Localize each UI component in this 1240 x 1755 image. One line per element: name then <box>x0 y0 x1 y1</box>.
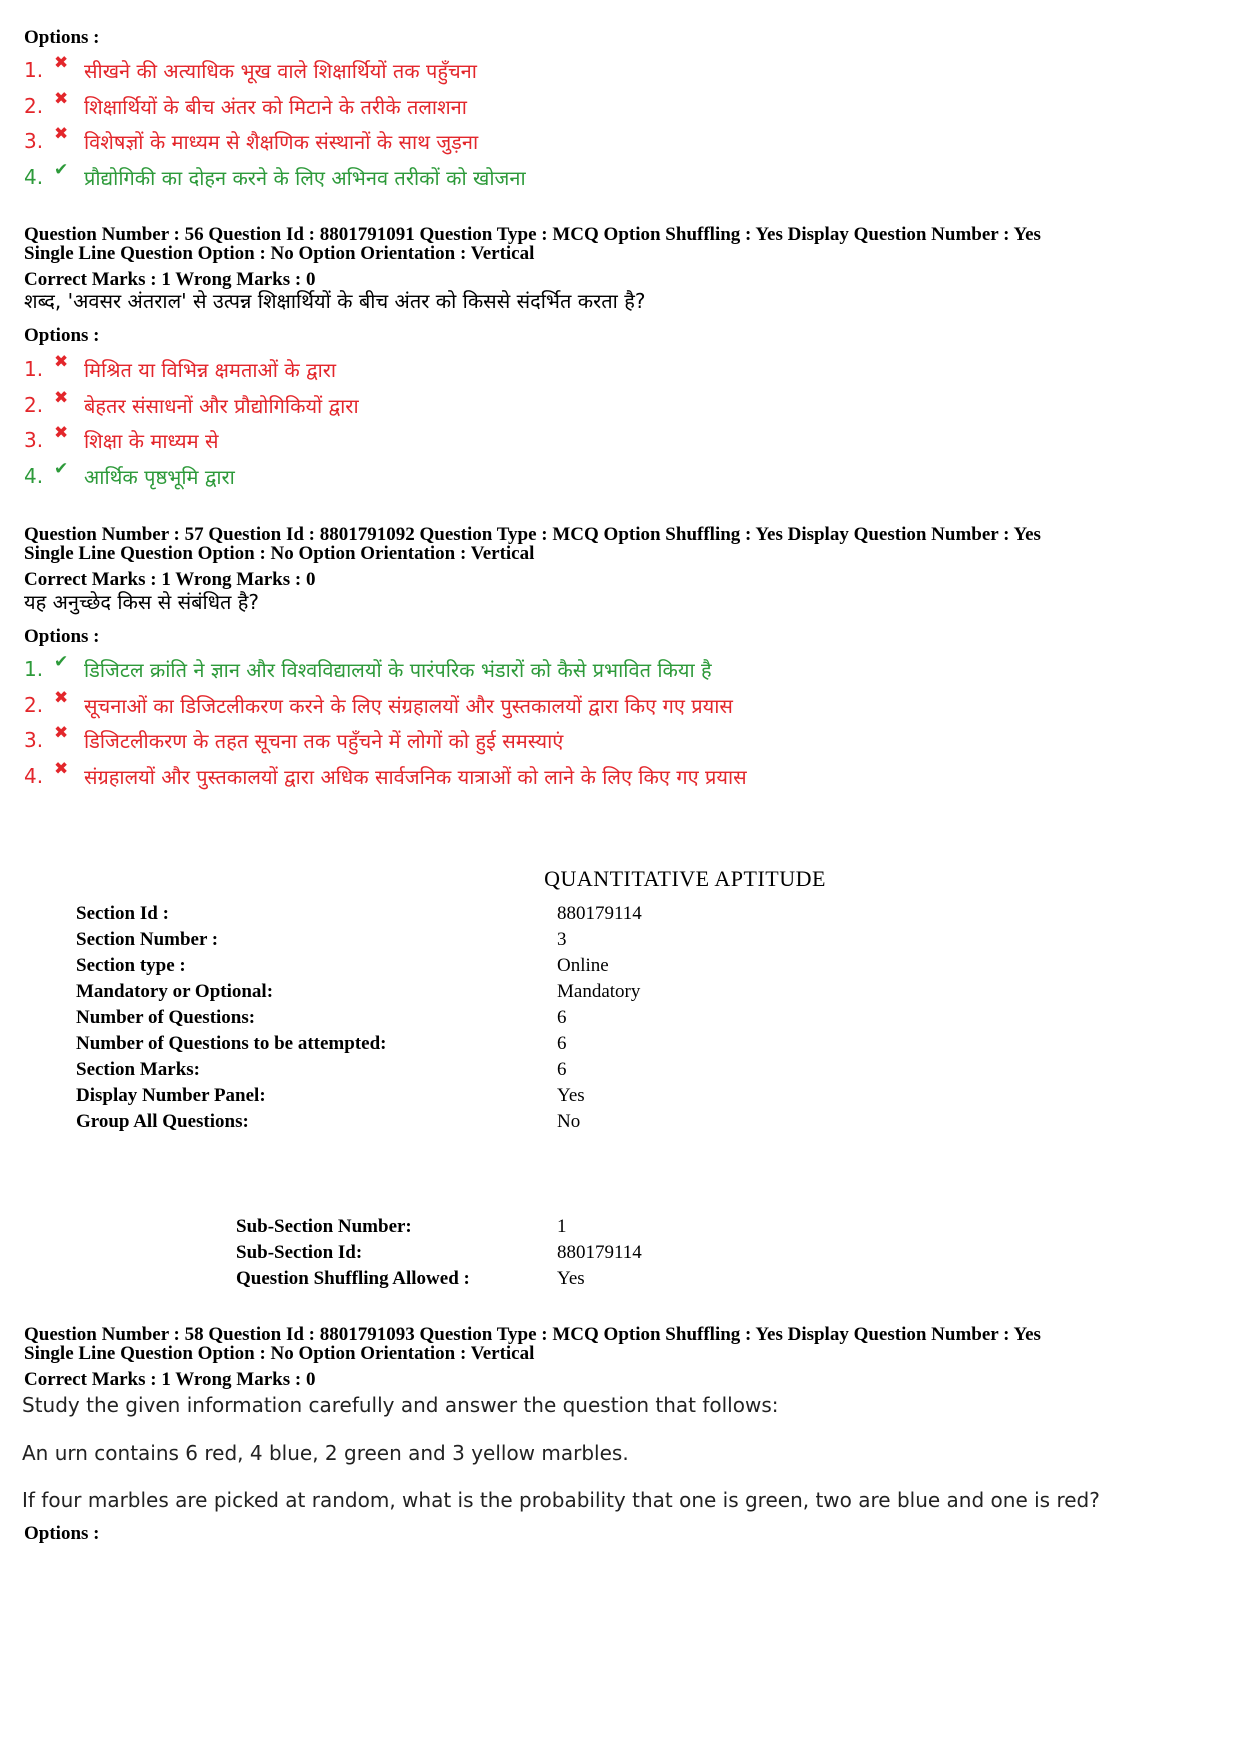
cross-icon: ✖ <box>54 89 69 109</box>
option-number: 4. <box>24 165 44 189</box>
option-text: संग्रहालयों और पुस्तकालयों द्वारा अधिक सार्वजनिक यात्राओं को लाने के लिए किए गए प्रयास <box>84 764 747 789</box>
question-meta-line: Question Number : 56 Question Id : 8801791091 Question Type : MCQ Option Shuffling : Yes Display Question Number : Yes <box>24 224 1041 245</box>
options-label: Options : <box>24 325 100 346</box>
option-text: मिश्रित या विभिन्न क्षमताओं के द्वारा <box>84 357 337 382</box>
section-value: Mandatory <box>557 981 641 1002</box>
check-icon: ✔ <box>54 652 69 672</box>
option-text: प्रौद्योगिकी का दोहन करने के लिए अभिनव तरीकों को खोजना <box>84 165 526 190</box>
option-item <box>24 423 218 457</box>
option-number: 2. <box>24 94 44 118</box>
option-number: 3. <box>24 129 44 153</box>
section-value: Online <box>557 955 609 976</box>
option-item <box>24 124 478 158</box>
subsection-key: Question Shuffling Allowed : <box>236 1268 470 1289</box>
check-icon: ✔ <box>54 459 69 479</box>
question-meta-line: Question Number : 57 Question Id : 8801791092 Question Type : MCQ Option Shuffling : Yes Display Question Number : Yes <box>24 524 1041 545</box>
option-item <box>24 759 747 793</box>
option-number: 2. <box>24 393 44 417</box>
question-marks: Correct Marks : 1 Wrong Marks : 0 <box>24 269 316 290</box>
cross-icon: ✖ <box>54 723 69 743</box>
option-number: 1. <box>24 657 44 681</box>
question-meta-line: Single Line Question Option : No Option Orientation : Vertical <box>24 243 535 264</box>
option-item <box>24 652 712 686</box>
question-stem-line: An urn contains 6 red, 4 blue, 2 green and 3 yellow marbles. <box>22 1441 629 1465</box>
option-number: 3. <box>24 428 44 452</box>
option-number: 4. <box>24 764 44 788</box>
cross-icon: ✖ <box>54 124 69 144</box>
option-text: शिक्षा के माध्यम से <box>84 428 219 453</box>
section-key: Section Number : <box>76 929 219 950</box>
option-number: 1. <box>24 357 44 381</box>
section-key: Section Marks: <box>76 1059 201 1080</box>
option-text: शिक्षार्थियों के बीच अंतर को मिटाने के तरीके तलाशना <box>84 94 467 119</box>
section-value: Yes <box>557 1085 585 1106</box>
option-item <box>24 388 359 422</box>
option-number: 2. <box>24 693 44 717</box>
section-key: Number of Questions to be attempted: <box>76 1033 387 1054</box>
options-label: Options : <box>24 27 100 48</box>
section-title: QUANTITATIVE APTITUDE <box>544 866 826 891</box>
cross-icon: ✖ <box>54 423 69 443</box>
question-meta-line: Single Line Question Option : No Option Orientation : Vertical <box>24 543 535 564</box>
subsection-key: Sub-Section Number: <box>236 1216 412 1237</box>
option-item <box>24 688 733 722</box>
section-key: Section Id : <box>76 903 169 924</box>
section-key: Display Number Panel: <box>76 1085 266 1106</box>
question-meta-line: Single Line Question Option : No Option Orientation : Vertical <box>24 1343 535 1364</box>
subsection-value: 1 <box>557 1216 567 1237</box>
question-stem: Study the given information carefully and answer the question that follows: <box>22 1393 779 1417</box>
section-key: Group All Questions: <box>76 1111 249 1132</box>
option-number: 4. <box>24 464 44 488</box>
section-key: Mandatory or Optional: <box>76 981 274 1002</box>
option-text: सीखने की अत्याधिक भूख वाले शिक्षार्थियों तक पहुँचना <box>84 58 477 83</box>
option-item <box>24 352 336 386</box>
option-text: विशेषज्ञों के माध्यम से शैक्षणिक संस्थानों के साथ जुड़ना <box>84 129 479 154</box>
section-key: Number of Questions: <box>76 1007 256 1028</box>
option-text: डिजिटलीकरण के तहत सूचना तक पहुँचने में लोगों को हुई समस्याएं <box>84 728 564 753</box>
section-value: 6 <box>557 1059 567 1080</box>
section-value: 3 <box>557 929 567 950</box>
option-item <box>24 89 467 123</box>
options-label: Options : <box>24 626 100 647</box>
question-marks: Correct Marks : 1 Wrong Marks : 0 <box>24 569 316 590</box>
section-value: 6 <box>557 1007 567 1028</box>
cross-icon: ✖ <box>54 388 69 408</box>
options-label: Options : <box>24 1523 100 1544</box>
option-number: 3. <box>24 728 44 752</box>
cross-icon: ✖ <box>54 688 69 708</box>
option-number: 1. <box>24 58 44 82</box>
option-item <box>24 53 477 87</box>
question-stem-line: If four marbles are picked at random, what is the probability that one is green, two are blue and one is red? <box>22 1488 1100 1512</box>
section-value: 880179114 <box>557 903 642 924</box>
check-icon: ✔ <box>54 160 69 180</box>
option-text: डिजिटल क्रांति ने ज्ञान और विश्वविद्यालयों के पारंपरिक भंडारों को कैसे प्रभावित किया है <box>84 657 712 682</box>
question-meta-line: Question Number : 58 Question Id : 8801791093 Question Type : MCQ Option Shuffling : Yes Display Question Number : Yes <box>24 1324 1041 1345</box>
option-text: बेहतर संसाधनों और प्रौद्योगिकियों द्वारा <box>84 393 359 418</box>
subsection-value: 880179114 <box>557 1242 642 1263</box>
option-item <box>24 459 235 493</box>
option-text: आर्थिक पृष्ठभूमि द्वारा <box>84 464 235 489</box>
cross-icon: ✖ <box>54 759 69 779</box>
option-text: सूचनाओं का डिजिटलीकरण करने के लिए संग्रहालयों और पुस्तकालयों द्वारा किए गए प्रयास <box>84 693 733 718</box>
cross-icon: ✖ <box>54 352 69 372</box>
option-item <box>24 723 563 757</box>
section-key: Section type : <box>76 955 186 976</box>
subsection-key: Sub-Section Id: <box>236 1242 363 1263</box>
question-stem: शब्द, 'अवसर अंतराल' से उत्पन्न शिक्षार्थियों के बीच अंतर को किससे संदर्भित करता है? <box>24 289 646 313</box>
section-value: No <box>557 1111 581 1132</box>
question-marks: Correct Marks : 1 Wrong Marks : 0 <box>24 1369 316 1390</box>
question-stem: यह अनुच्छेद किस से संबंधित है? <box>24 590 260 614</box>
option-item <box>24 160 526 194</box>
section-value: 6 <box>557 1033 567 1054</box>
subsection-value: Yes <box>557 1268 585 1289</box>
cross-icon: ✖ <box>54 53 69 73</box>
